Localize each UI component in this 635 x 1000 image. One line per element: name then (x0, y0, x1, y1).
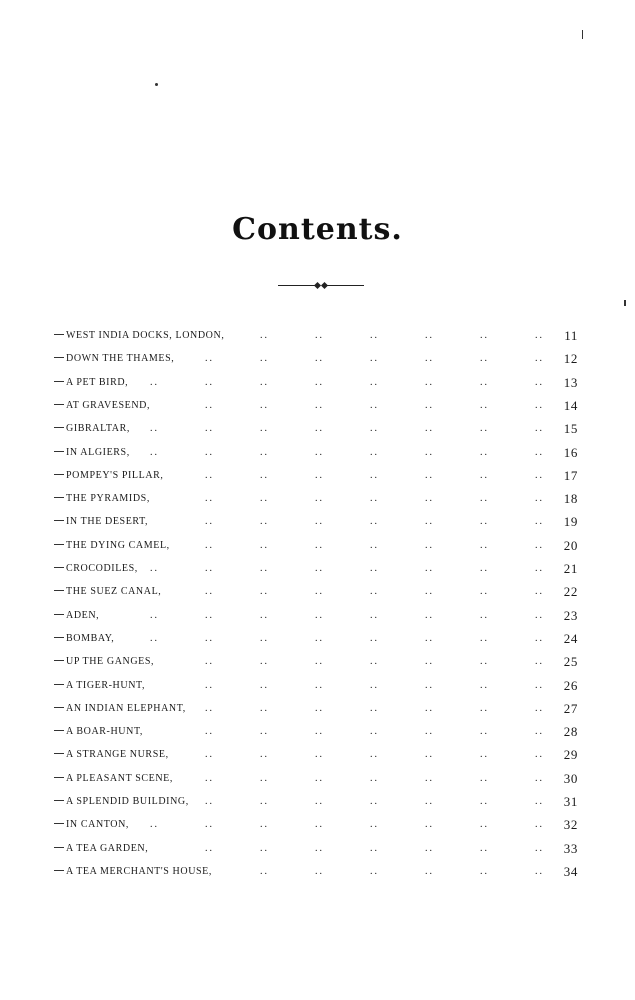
leader-dots: .. (315, 632, 324, 644)
leader-dots: .. (480, 632, 489, 644)
leader-dots: .. (480, 353, 489, 365)
leader-dots: .. (205, 609, 214, 621)
leader-dots: .. (535, 423, 544, 435)
pencil-tick-mark (54, 567, 64, 568)
leader-dots: .. (535, 539, 544, 551)
pencil-tick-mark (54, 614, 64, 615)
leader-dots: .. (315, 353, 324, 365)
leader-dots: .. (480, 423, 489, 435)
leader-dots: .. (205, 563, 214, 574)
leader-dots: .. (535, 819, 544, 831)
toc-page-number: 16 (563, 444, 578, 460)
leader-dots: .. (205, 353, 214, 365)
leader-dots: .. (370, 726, 379, 738)
leader-dots: .. (425, 376, 434, 388)
toc-page-number: 22 (563, 584, 578, 600)
leader-dots: .. (315, 539, 324, 551)
leader-dots: .. (480, 586, 489, 598)
toc-entry (0, 559, 635, 579)
toc-entry (0, 839, 635, 859)
toc-page-number: 19 (563, 514, 578, 530)
toc-entry-title: POMPEY'S PILLAR, (66, 469, 164, 481)
leader-dots: .. (535, 516, 544, 528)
leader-dots: .. (425, 539, 434, 551)
leader-dots: .. (370, 330, 379, 341)
leader-dots: .. (205, 702, 214, 714)
leader-dots: .. (315, 796, 324, 807)
leader-dots: .. (205, 819, 214, 831)
leader-dots: .. (370, 819, 379, 831)
toc-entry (0, 349, 635, 369)
leader-dots: .. (260, 330, 269, 341)
leader-dots: .. (205, 679, 214, 691)
leader-dots: .. (370, 539, 379, 551)
pencil-tick-mark (54, 334, 64, 335)
leader-dots: .. (205, 446, 214, 458)
leader-dots: .. (370, 446, 379, 458)
toc-entry-title: THE DYING CAMEL, (66, 539, 170, 551)
leader-dots: .. (205, 796, 214, 807)
toc-entry (0, 373, 635, 393)
toc-page-number: 27 (563, 700, 578, 716)
toc-entry-title: A SPLENDID BUILDING, (66, 796, 189, 807)
leader-dots: .. (480, 563, 489, 574)
leader-dots: .. (315, 586, 324, 598)
leader-dots: .. (425, 865, 434, 877)
leader-dots: .. (205, 399, 214, 411)
leader-dots: .. (535, 469, 544, 481)
leader-dots: .. (535, 493, 544, 505)
leader-dots: .. (315, 656, 324, 668)
toc-entry-title: A TEA MERCHANT'S HOUSE, (66, 865, 212, 877)
leader-dots: .. (480, 656, 489, 668)
leader-dots: .. (370, 376, 379, 388)
leader-dots: .. (370, 469, 379, 481)
toc-entry (0, 699, 635, 719)
toc-entry-title: GIBRALTAR, (66, 423, 131, 435)
toc-entry (0, 815, 635, 835)
leader-dots: .. (535, 446, 544, 458)
leader-dots: .. (205, 586, 214, 598)
leader-dots: .. (480, 865, 489, 877)
leader-dots: .. (535, 842, 544, 854)
leader-dots: .. (535, 376, 544, 388)
toc-entry-title: A STRANGE NURSE, (66, 749, 169, 761)
toc-page-number: 17 (563, 467, 578, 483)
toc-entry (0, 466, 635, 486)
pencil-tick-mark (54, 590, 64, 591)
leader-dots: .. (425, 726, 434, 738)
leader-dots: .. (535, 609, 544, 621)
leader-dots: .. (370, 772, 379, 784)
toc-entry (0, 443, 635, 463)
page-speck (624, 300, 626, 306)
toc-page-number: 34 (563, 863, 578, 879)
leader-dots: .. (425, 749, 434, 761)
leader-dots: .. (425, 842, 434, 854)
leader-dots: .. (150, 563, 159, 574)
leader-dots: .. (260, 632, 269, 644)
leader-dots: .. (425, 819, 434, 831)
toc-entry-title: ADEN, (66, 609, 100, 621)
leader-dots: .. (535, 772, 544, 784)
pencil-tick-mark (54, 427, 64, 428)
leader-dots: .. (370, 796, 379, 807)
pencil-tick-mark (54, 847, 64, 848)
leader-dots: .. (315, 376, 324, 388)
leader-dots: .. (535, 330, 544, 341)
leader-dots: .. (260, 702, 269, 714)
toc-entry-title: A TEA GARDEN, (66, 842, 149, 854)
leader-dots: .. (260, 423, 269, 435)
pencil-tick-mark (54, 544, 64, 545)
leader-dots: .. (425, 796, 434, 807)
leader-dots: .. (205, 516, 214, 528)
leader-dots: .. (205, 656, 214, 668)
leader-dots: .. (425, 656, 434, 668)
toc-entry (0, 652, 635, 672)
leader-dots: .. (480, 330, 489, 341)
leader-dots: .. (370, 399, 379, 411)
leader-dots: .. (260, 376, 269, 388)
leader-dots: .. (425, 609, 434, 621)
leader-dots: .. (370, 656, 379, 668)
toc-page-number: 24 (563, 630, 578, 646)
leader-dots: .. (205, 539, 214, 551)
leader-dots: .. (425, 446, 434, 458)
leader-dots: .. (480, 446, 489, 458)
toc-entry (0, 536, 635, 556)
pencil-tick-mark (54, 381, 64, 382)
leader-dots: .. (205, 726, 214, 738)
leader-dots: .. (535, 353, 544, 365)
leader-dots: .. (205, 493, 214, 505)
leader-dots: .. (315, 702, 324, 714)
pencil-tick-mark (54, 730, 64, 731)
leader-dots: .. (425, 469, 434, 481)
leader-dots: .. (370, 679, 379, 691)
leader-dots: .. (260, 819, 269, 831)
toc-page-number: 31 (563, 794, 578, 809)
toc-page-number: 15 (563, 421, 578, 437)
leader-dots: .. (315, 679, 324, 691)
leader-dots: .. (260, 679, 269, 691)
toc-page-number: 25 (563, 654, 578, 670)
toc-entry-title: IN THE DESERT, (66, 516, 149, 528)
leader-dots: .. (425, 353, 434, 365)
toc-entry (0, 629, 635, 649)
toc-page-number: 26 (563, 677, 578, 693)
leader-dots: .. (535, 865, 544, 877)
leader-dots: .. (535, 563, 544, 574)
leader-dots: .. (480, 516, 489, 528)
leader-dots: .. (425, 702, 434, 714)
toc-page-number: 29 (563, 747, 578, 763)
leader-dots: .. (205, 423, 214, 435)
leader-dots: .. (315, 749, 324, 761)
toc-entry (0, 769, 635, 789)
leader-dots: .. (205, 772, 214, 784)
leader-dots: .. (535, 656, 544, 668)
leader-dots: .. (480, 399, 489, 411)
toc-entry-title: AN INDIAN ELEPHANT, (66, 702, 186, 714)
leader-dots: .. (480, 796, 489, 807)
leader-dots: .. (370, 586, 379, 598)
leader-dots: .. (425, 772, 434, 784)
leader-dots: .. (315, 609, 324, 621)
leader-dots: .. (150, 446, 159, 458)
leader-dots: .. (315, 842, 324, 854)
toc-page-number: 32 (563, 817, 578, 833)
leader-dots: .. (260, 609, 269, 621)
leader-dots: .. (260, 749, 269, 761)
leader-dots: .. (150, 609, 159, 621)
leader-dots: .. (315, 446, 324, 458)
toc-entry (0, 512, 635, 532)
leader-dots: .. (480, 842, 489, 854)
leader-dots: .. (535, 632, 544, 644)
leader-dots: .. (260, 469, 269, 481)
leader-dots: .. (535, 702, 544, 714)
pencil-tick-mark (54, 777, 64, 778)
leader-dots: .. (480, 702, 489, 714)
leader-dots: .. (260, 446, 269, 458)
leader-dots: .. (425, 563, 434, 574)
leader-dots: .. (535, 749, 544, 761)
leader-dots: .. (205, 749, 214, 761)
leader-dots: .. (315, 772, 324, 784)
leader-dots: .. (260, 399, 269, 411)
toc-entry-title: A PLEASANT SCENE, (66, 772, 173, 784)
leader-dots: .. (425, 493, 434, 505)
leader-dots: .. (480, 772, 489, 784)
leader-dots: .. (480, 819, 489, 831)
toc-page-number: 23 (563, 607, 578, 623)
toc-entry (0, 676, 635, 696)
toc-page-number: 28 (563, 724, 578, 740)
leader-dots: .. (150, 423, 159, 435)
leader-dots: .. (260, 539, 269, 551)
leader-dots: .. (205, 632, 214, 644)
toc-entry (0, 792, 635, 812)
leader-dots: .. (150, 632, 159, 644)
toc-entry-title: THE SUEZ CANAL, (66, 586, 162, 598)
leader-dots: .. (480, 609, 489, 621)
toc-page-number: 13 (563, 374, 578, 390)
leader-dots: .. (480, 376, 489, 388)
toc-entry (0, 582, 635, 602)
pencil-tick-mark (54, 520, 64, 521)
leader-dots: .. (260, 493, 269, 505)
leader-dots: .. (260, 726, 269, 738)
leader-dots: .. (370, 609, 379, 621)
toc-entry (0, 862, 635, 882)
leader-dots: .. (260, 563, 269, 574)
leader-dots: .. (370, 493, 379, 505)
pencil-tick-mark (54, 660, 64, 661)
pencil-tick-mark (54, 404, 64, 405)
toc-page-number: 18 (563, 491, 578, 507)
leader-dots: .. (480, 469, 489, 481)
leader-dots: .. (315, 865, 324, 877)
toc-entry-title: DOWN THE THAMES, (66, 353, 175, 365)
leader-dots: .. (480, 493, 489, 505)
leader-dots: .. (260, 656, 269, 668)
leader-dots: .. (535, 399, 544, 411)
toc-entry-title: CROCODILES, (66, 563, 138, 574)
leader-dots: .. (425, 632, 434, 644)
toc-entry-title: IN ALGIERS, (66, 446, 130, 458)
pencil-tick-mark (54, 637, 64, 638)
page-title: Contents. (232, 212, 403, 247)
leader-dots: .. (370, 423, 379, 435)
leader-dots: .. (205, 376, 214, 388)
toc-entry (0, 722, 635, 742)
ornament-line (327, 285, 364, 286)
toc-page-number: 20 (563, 537, 578, 553)
leader-dots: .. (260, 796, 269, 807)
toc-entry (0, 419, 635, 439)
pencil-tick-mark (54, 823, 64, 824)
leader-dots: .. (315, 726, 324, 738)
leader-dots: .. (370, 865, 379, 877)
leader-dots: .. (480, 539, 489, 551)
toc-entry-title: A TIGER-HUNT, (66, 679, 146, 691)
leader-dots: .. (260, 586, 269, 598)
toc-page-number: 11 (564, 328, 578, 343)
toc-entry-title: WEST INDIA DOCKS, LONDON, (66, 330, 225, 341)
pencil-tick-mark (54, 800, 64, 801)
leader-dots: .. (260, 353, 269, 365)
title-ornament (278, 283, 364, 289)
leader-dots: .. (315, 330, 324, 341)
toc-page-number: 12 (563, 351, 578, 367)
leader-dots: .. (425, 330, 434, 341)
leader-dots: .. (150, 376, 159, 388)
leader-dots: .. (315, 516, 324, 528)
leader-dots: .. (315, 469, 324, 481)
toc-entry (0, 489, 635, 509)
pencil-tick-mark (54, 497, 64, 498)
leader-dots: .. (370, 632, 379, 644)
page-speck (582, 30, 583, 39)
toc-entry-title: A BOAR-HUNT, (66, 726, 144, 738)
leader-dots: .. (370, 353, 379, 365)
pencil-tick-mark (54, 451, 64, 452)
leader-dots: .. (425, 516, 434, 528)
leader-dots: .. (315, 493, 324, 505)
leader-dots: .. (370, 563, 379, 574)
toc-page-number: 21 (563, 561, 578, 576)
toc-entry (0, 745, 635, 765)
pencil-tick-mark (54, 870, 64, 871)
leader-dots: .. (260, 772, 269, 784)
leader-dots: .. (425, 586, 434, 598)
leader-dots: .. (535, 726, 544, 738)
toc-entry-title: IN CANTON, (66, 819, 130, 831)
pencil-tick-mark (54, 474, 64, 475)
leader-dots: .. (425, 679, 434, 691)
leader-dots: .. (480, 726, 489, 738)
leader-dots: .. (260, 516, 269, 528)
pencil-tick-mark (54, 753, 64, 754)
toc-page-number: 14 (563, 397, 578, 413)
leader-dots: .. (370, 516, 379, 528)
leader-dots: .. (480, 679, 489, 691)
toc-entry-title: A PET BIRD, (66, 376, 129, 388)
leader-dots: .. (260, 842, 269, 854)
ornament-line (278, 285, 315, 286)
leader-dots: .. (260, 865, 269, 877)
toc-entry-title: THE PYRAMIDS, (66, 493, 150, 505)
page-speck (155, 83, 158, 86)
leader-dots: .. (370, 842, 379, 854)
toc-entry-title: BOMBAY, (66, 632, 115, 644)
leader-dots: .. (315, 423, 324, 435)
leader-dots: .. (535, 586, 544, 598)
leader-dots: .. (205, 842, 214, 854)
toc-entry-title: UP THE GANGES, (66, 656, 155, 668)
leader-dots: .. (480, 749, 489, 761)
leader-dots: .. (535, 679, 544, 691)
leader-dots: .. (370, 702, 379, 714)
toc-entry (0, 396, 635, 416)
toc-entry-title: AT GRAVESEND, (66, 399, 151, 411)
pencil-tick-mark (54, 684, 64, 685)
leader-dots: .. (425, 399, 434, 411)
leader-dots: .. (535, 796, 544, 807)
pencil-tick-mark (54, 357, 64, 358)
leader-dots: .. (315, 819, 324, 831)
pencil-tick-mark (54, 707, 64, 708)
leader-dots: .. (205, 469, 214, 481)
leader-dots: .. (370, 749, 379, 761)
toc-page-number: 33 (563, 840, 578, 856)
toc-page-number: 30 (563, 770, 578, 786)
leader-dots: .. (315, 563, 324, 574)
toc-entry (0, 606, 635, 626)
leader-dots: .. (150, 819, 159, 831)
leader-dots: .. (315, 399, 324, 411)
toc-entry (0, 326, 635, 346)
leader-dots: .. (425, 423, 434, 435)
